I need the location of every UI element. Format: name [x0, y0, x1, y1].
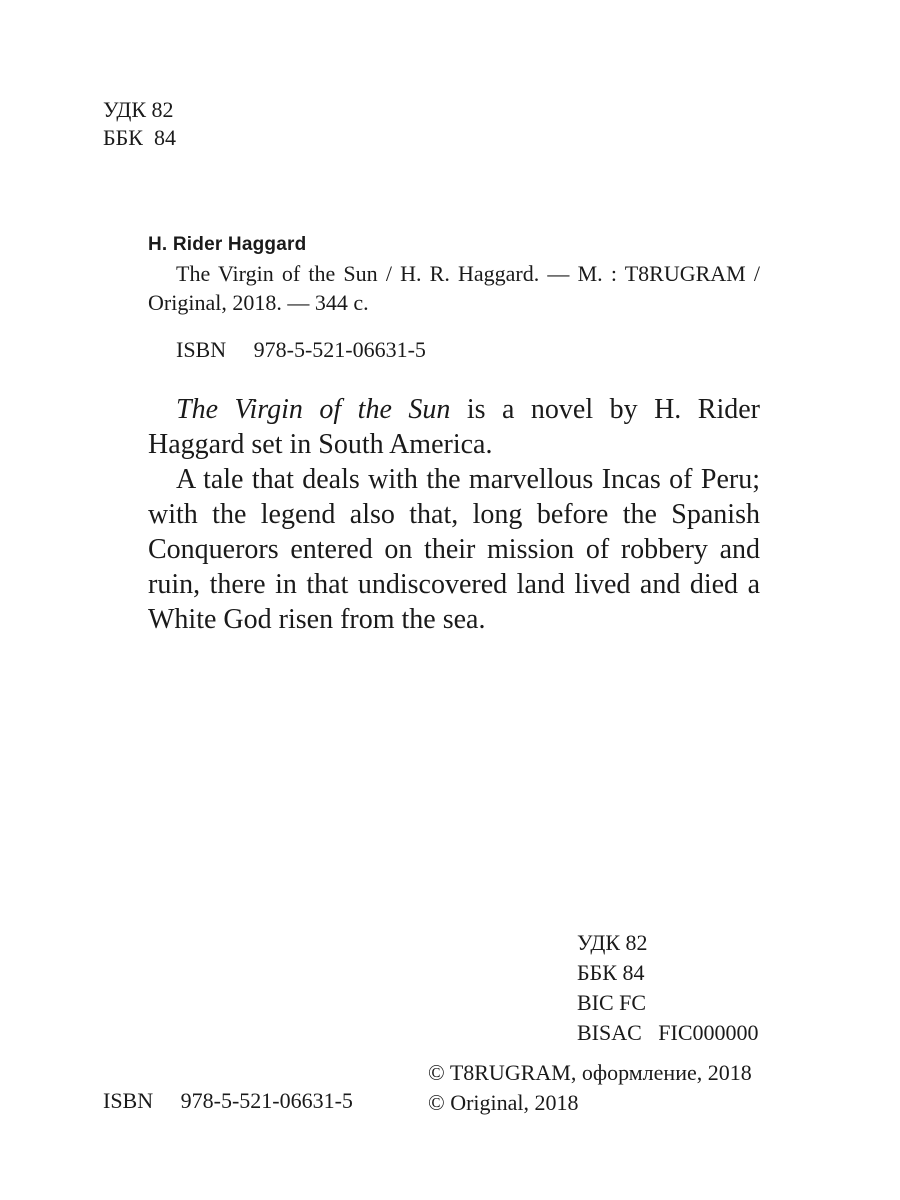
isbn-number: 978-5-521-06631-5 [253, 337, 426, 362]
copyright-design: © T8RUGRAM, оформление, 2018 [428, 1060, 752, 1085]
copyright-original: © Original, 2018 [428, 1090, 579, 1115]
udk-code: УДК 82 [103, 97, 174, 122]
classification-codes-bottom [577, 928, 759, 1048]
isbn-bottom: ISBN 978-5-521-06631-5 [103, 1088, 353, 1113]
annotation-paragraph-2: A tale that deals with the marvellous Incas of Peru; with the legend also that, long before the Spanish Conquerors entered on their mission of robbery and ruin, there in that undiscovered land lived and died a White God risen from the sea. [148, 464, 760, 635]
catalog-record [148, 230, 760, 364]
copyright-notices [428, 1058, 752, 1118]
udk-code-bottom: УДК 82 [577, 930, 648, 955]
bibliographic-description: The Virgin of the Sun / H. R. Haggard. — M. : T8RUGRAM / Original, 2018. — 344 c. [148, 261, 760, 315]
bisac-code: BISAC FIC000000 [577, 1020, 759, 1045]
classification-codes-top [103, 96, 176, 152]
author-name: H. Rider Haggard [148, 234, 307, 255]
isbn-label: ISBN [176, 337, 227, 362]
bbk-code: ББК 84 [103, 125, 176, 150]
book-title-italic: The Virgin of the Sun [176, 394, 451, 425]
catalog-isbn [148, 335, 760, 364]
book-annotation [148, 392, 760, 637]
annotation-p1-text: is a novel by H. Rider Haggard set in South America. [148, 394, 760, 460]
bic-code: BIC FC [577, 990, 647, 1015]
bbk-code-bottom: ББК 84 [577, 960, 645, 985]
annotation-paragraph-1 [148, 392, 760, 462]
